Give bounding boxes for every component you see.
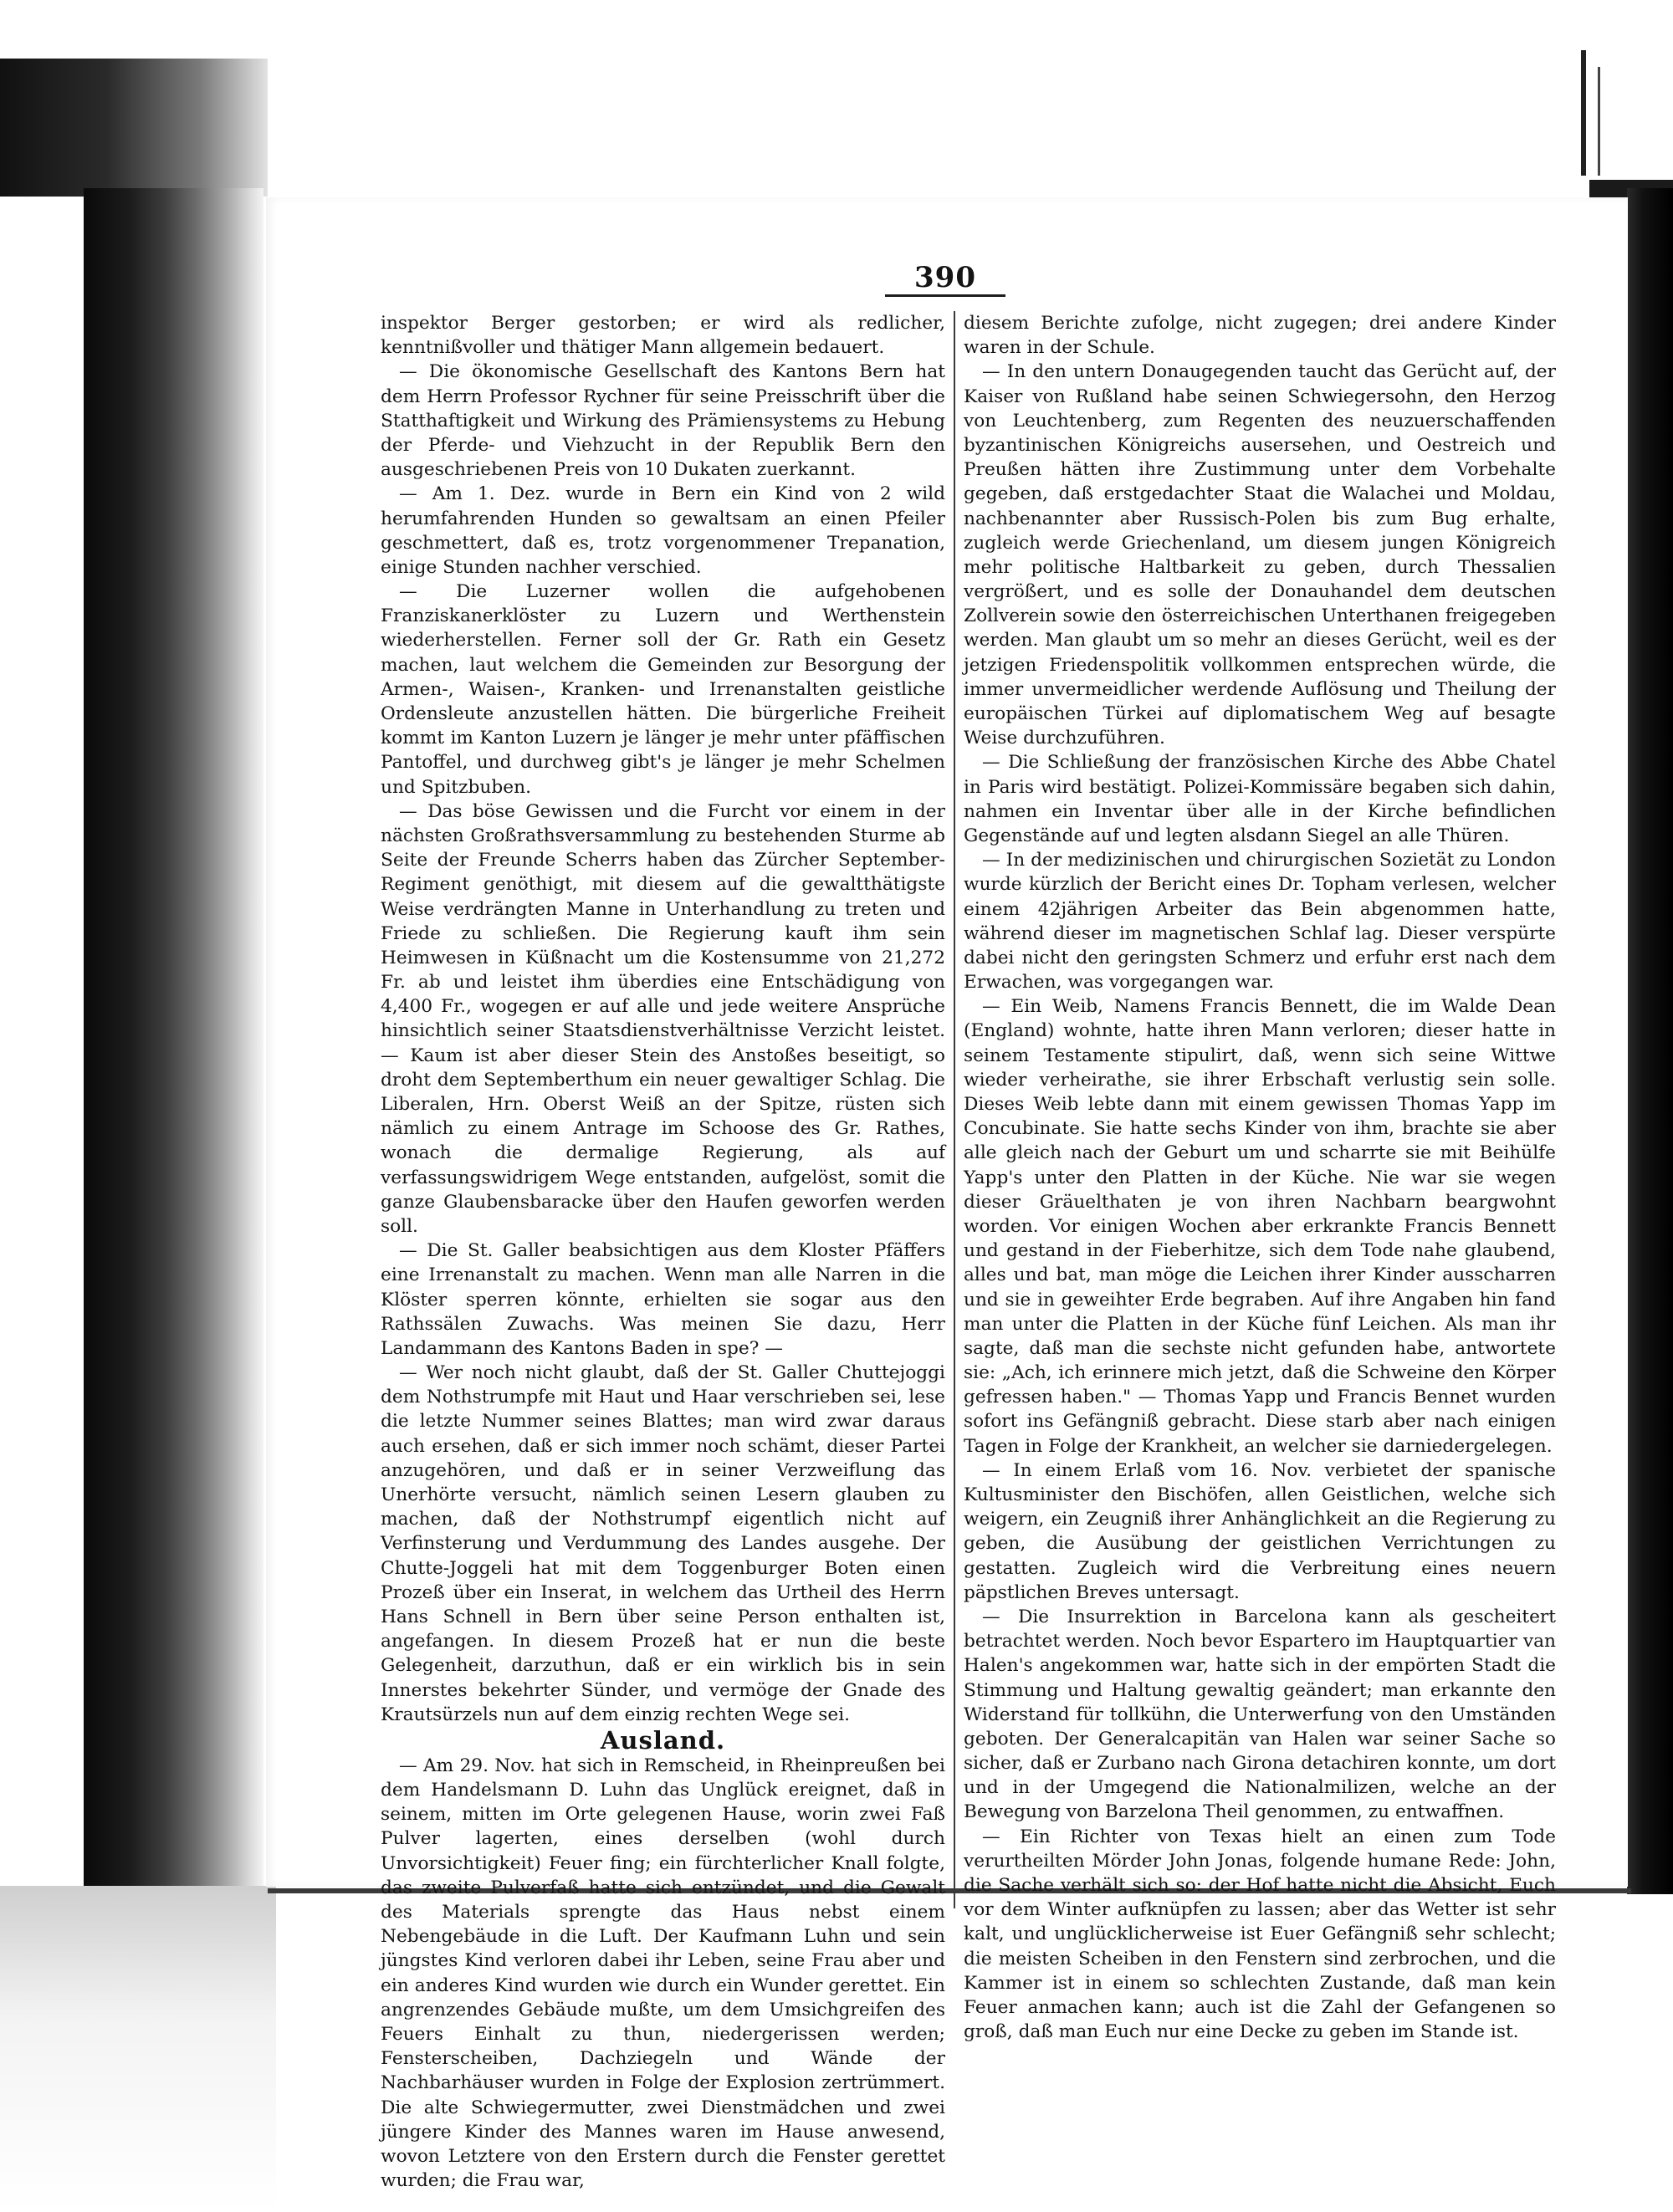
- left-column: [381, 311, 945, 2192]
- article-paragraph: — Am 1. Dez. wurde in Bern ein Kind von 2 wild herumfahrenden Hunden so gewaltsam an einen Pfeiler geschmettert, daß es, trotz vorgenommener Trepanation, einige Stunden nachher verschied.: [381, 483, 945, 578]
- book-spine-shadow: [84, 188, 263, 1886]
- column-divider: [954, 311, 955, 1908]
- scan-bottom-left-area: [0, 1886, 276, 2212]
- right-column: [964, 311, 1556, 2043]
- article-paragraph: — In einem Erlaß vom 16. Nov. verbietet der spanische Kultusminister den Bischöfen, allen Geistlichen, welche sich weigern, ein Zeugniß ihrer Anhänglichkeit an die Regierung zu geben, die Ausübung der geistlichen Verrichtungen zu gestatten. Zugleich wird die Verbreitung eines neuern päpstlichen Breves untersagt.: [964, 1459, 1556, 1603]
- page-number-underline: [885, 294, 1005, 297]
- book-right-edge-shadow: [1627, 188, 1673, 1894]
- article-paragraph: — Ein Richter von Texas hielt an einen zum Tode verurtheilten Mörder John Jonas, folgende humane Rede: John, die Sache verhält sich so: der Hof hatte nicht die Absicht, Euch vor dem Winter aufknüpfen zu lassen; aber das Wetter ist sehr kalt, und unglücklicherweise ist Euer Gefängniß sehr schlecht; die meisten Scheiben in den Fenstern sind zerbrochen, und die Kammer ist in einem so schlechten Zustande, daß man kein Feuer anmachen kann; auch ist die Zahl der Gefangenen so groß, daß man Euch nur eine Decke zu geben im Stande ist.: [964, 1826, 1556, 2043]
- article-paragraph: — Die ökonomische Gesellschaft des Kantons Bern hat dem Herrn Professor Rychner für seine Preisschrift über die Statthaftigkeit und Wirkung des Prämiensystems zu Hebung der Pferde- und Viehzucht in der Republik Bern den ausgeschriebenen Preis von 10 Dukaten zuerkannt.: [381, 361, 945, 481]
- article-paragraph: — Die Luzerner wollen die aufgehobenen Franziskanerklöster zu Luzern und Werthenstein wiederherstellen. Ferner soll der Gr. Rath ein Gesetz machen, laut welchem die Gemeinden zur Besorgung der Armen-, Waisen-, Kranken- und Irrenanstalten geistliche Ordensleute anzustellen hätten. Die bürgerliche Freiheit kommt im Kanton Luzern je länger je mehr unter pfäffischen Pantoffel, und durchweg gibt's je länger je mehr Schelmen und Spitzbuben.: [381, 581, 945, 798]
- scan-edge-mark: [1598, 67, 1600, 176]
- article-paragraph: — In den untern Donaugegenden taucht das Gerücht auf, der Kaiser von Rußland habe seinen Schwiegersohn, den Herzog von Leuchtenberg, zum Regenten des neuzuerschaffenden byzantinischen Königreichs ausersehen, und Oestreich und Preußen hätten ihre Zustimmung unter dem Vorbehalte gegeben, daß erstgedachter Staat die Walachei und Moldau, nachbenannter aber Russisch-Polen bis zum Bug erhalte, zugleich werde Griechenland, um diesem jungen Königreich mehr politische Haltbarkeit zu geben, durch Thessalien vergrößert, und es solle der Donauhandel dem deutschen Zollverein sowie den österreichischen Unterthanen freigegeben werden. Man glaubt um so mehr an dieses Gerücht, weil es der jetzigen Friedenspolitik vollkommen entsprechen würde, die immer unvermeidlicher werdende Auflösung und Theilung der europäischen Türkei auf diplomatischem Weg auf besagte Weise durchzuführen.: [964, 361, 1556, 749]
- article-paragraph: diesem Berichte zufolge, nicht zugegen; drei andere Kinder waren in der Schule.: [964, 313, 1556, 359]
- article-paragraph: — Am 29. Nov. hat sich in Remscheid, in Rheinpreußen bei dem Handelsmann D. Luhn das Unglück ereignet, daß in seinem, mitten im Orte gelegenen Hause, worin zwei Faß Pulver lagerten, eines derselben (wohl durch Unvorsichtigkeit) Feuer fing; ein fürchterlicher Knall folgte, das zweite Pulverfaß hatte sich entzündet, und die Gewalt des Materials sprengte das Haus nebst einem Nebengebäude in die Luft. Der Kaufmann Luhn und sein jüngstes Kind verloren dabei ihr Leben, seine Frau aber und ein anderes Kind wurden wie durch ein Wunder gerettet. Ein angrenzendes Gebäude mußte, um dem Umsichgreifen des Feuers Einhalt zu thun, niedergerissen werden; Fensterscheiben, Dachziegeln und Wände der Nachbarhäuser wurden in Folge der Explosion zertrümmert. Die alte Schwiegermutter, zwei Dienstmädchen und zwei jüngere Kinder des Mannes waren im Hause anwesend, wovon Letztere von den Erstern durch die Fenster gerettet wurden; die Frau war,: [381, 1755, 945, 2192]
- scan-edge-mark: [1581, 50, 1586, 176]
- article-paragraph: — Wer noch nicht glaubt, daß der St. Galler Chuttejoggi dem Nothstrumpfe mit Haut und Haar verschrieben sei, lese die letzte Nummer seines Blattes; man wird zwar daraus auch ersehen, daß er sich immer noch schämt, dieser Partei anzugehören, und daß er in seiner Verzweiflung das Unerhörte versucht, nämlich seinen Lesern glauben zu machen, daß der Nothstrumpf eigentlich nicht auf Verfinsterung und Verdummung des Landes ausgehe. Der Chutte-Joggeli hat mit dem Toggenburger Boten einen Prozeß über ein Inserat, in welchem das Urtheil des Herrn Hans Schnell in Bern über seine Person enthalten ist, angefangen. In diesem Prozeß hat er nun die beste Gelegenheit, darzuthun, daß er ein wirklich bis in sein Innerstes bekehrter Sünder, und vermöge der Gnade des Krautsürzels nun auf dem einzig rechten Wege sei.: [381, 1362, 945, 1725]
- article-paragraph: — Die St. Galler beabsichtigen aus dem Kloster Pfäffers eine Irrenanstalt zu machen. Wenn man alle Narren in die Klöster sperren könnte, erhielten sie sogar aus den Rathssälen Zuwachs. Was meinen Sie dazu, Herr Landammann des Kantons Baden in spe? —: [381, 1240, 945, 1359]
- article-paragraph: — Das böse Gewissen und die Furcht vor einem in der nächsten Großrathsversammlung zu bestehenden Sturme ab Seite der Freunde Scherrs haben das Zürcher September-Regiment genöthigt, mit diesem auf die gewaltthätigste Weise verdrängten Manne in Unterhandlung zu treten und Friede zu schließen. Die Regierung kauft ihm sein Heimwesen in Küßnacht um die Kostensumme von 21,272 Fr. ab und leistet ihm überdies eine Entschädigung von 4,400 Fr., wogegen er auf alle und jede weitere Ansprüche hinsichtlich seiner Staatsdienstverhältnisse Verzicht leistet. — Kaum ist aber dieser Stein des Anstoßes beseitigt, so droht dem Septemberthum ein neuer gewaltiger Schlag. Die Liberalen, Hrn. Oberst Weiß an der Spitze, rüsten sich nämlich zu einem Antrage im Schoose des Gr. Rathes, wonach die dermalige Regierung, als auf verfassungswidrigem Wege entstanden, aufgelöst, somit die ganze Glaubensbaracke über den Haufen geworfen werden soll.: [381, 800, 945, 1237]
- page-number: 390: [914, 261, 976, 294]
- article-paragraph: — Die Insurrektion in Barcelona kann als gescheitert betrachtet werden. Noch bevor Espartero im Hauptquartier van Halen's angekommen war, hatte sich in der empörten Stadt die Stimmung und Haltung gewaltig geändert; man erkannte den Widerstand für tollkühn, die Unterwerfung von den Umständen geboten. Der Generalcapitän van Halen war seiner Sache so sicher, daß er Zurbano nach Girona detachiren konnte, um dort und in der Umgegend die Nationalmilizen, welche an der Bewegung von Barzelona Theil genommen, zu entwaffnen.: [964, 1606, 1556, 1823]
- section-heading-ausland: Ausland.: [600, 1725, 726, 1755]
- book-spine-shadow-top: [0, 59, 268, 197]
- article-paragraph: — Die Schließung der französischen Kirche des Abbe Chatel in Paris wird bestätigt. Polizei-Kommissäre begaben sich dahin, nahmen ein Inventar über alle in der Kirche befindlichen Gegenstände auf und legten alsdann Siegel an alle Thüren.: [964, 752, 1556, 846]
- article-paragraph: — In der medizinischen und chirurgischen Sozietät zu London wurde kürzlich der Bericht eines Dr. Topham verlesen, welcher einem 42jährigen Arbeiter das Bein abgenommen hatte, während dieser im magnetischen Schlaf lag. Dieser verspürte dabei nicht den geringsten Schmerz und erfuhr erst nach dem Erwachen, was vorgegangen war.: [964, 850, 1556, 994]
- article-paragraph: — Ein Weib, Namens Francis Bennett, die im Walde Dean (England) wohnte, hatte ihren Mann verloren; dieser hatte in seinem Testamente stipulirt, daß, wenn sich seine Wittwe wieder verheirathe, sie ihrer Erbschaft verlustig sein solle. Dieses Weib lebte dann mit einem gewissen Thomas Yapp im Concubinate. Sie hatte sechs Kinder von ihm, brachte sie aber alle gleich nach der Geburt um und scharrte sie mit Beihülfe Yapp's unter den Platten in der Küche. Nie war sie wegen dieser Gräuelthaten je von ihren Nachbarn beargwohnt worden. Vor einigen Wochen aber erkrankte Francis Bennett und gestand in der Fieberhitze, sich dem Tode nahe glaubend, alles und bat, man möge die Leichen ihrer Kinder ausscharren und sie in geweihter Erde begraben. Auf ihre Angaben hin fand man unter die Platten in der Küche fünf Leichen. Als man ihr sagte, daß man die sechste nicht gefunden habe, antwortete sie: „Ach, ich erinnere mich jetzt, daß die Schweine den Körper gefressen haben." — Thomas Yapp und Francis Bennet wurden sofort ins Gefängniß gebracht. Diese starb aber nach einigen Tagen in Folge der Krankheit, an welcher sie darniedergelegen.: [964, 996, 1556, 1457]
- article-paragraph: inspektor Berger gestorben; er wird als redlicher, kenntnißvoller und thätiger Mann allgemein bedauert.: [381, 313, 945, 359]
